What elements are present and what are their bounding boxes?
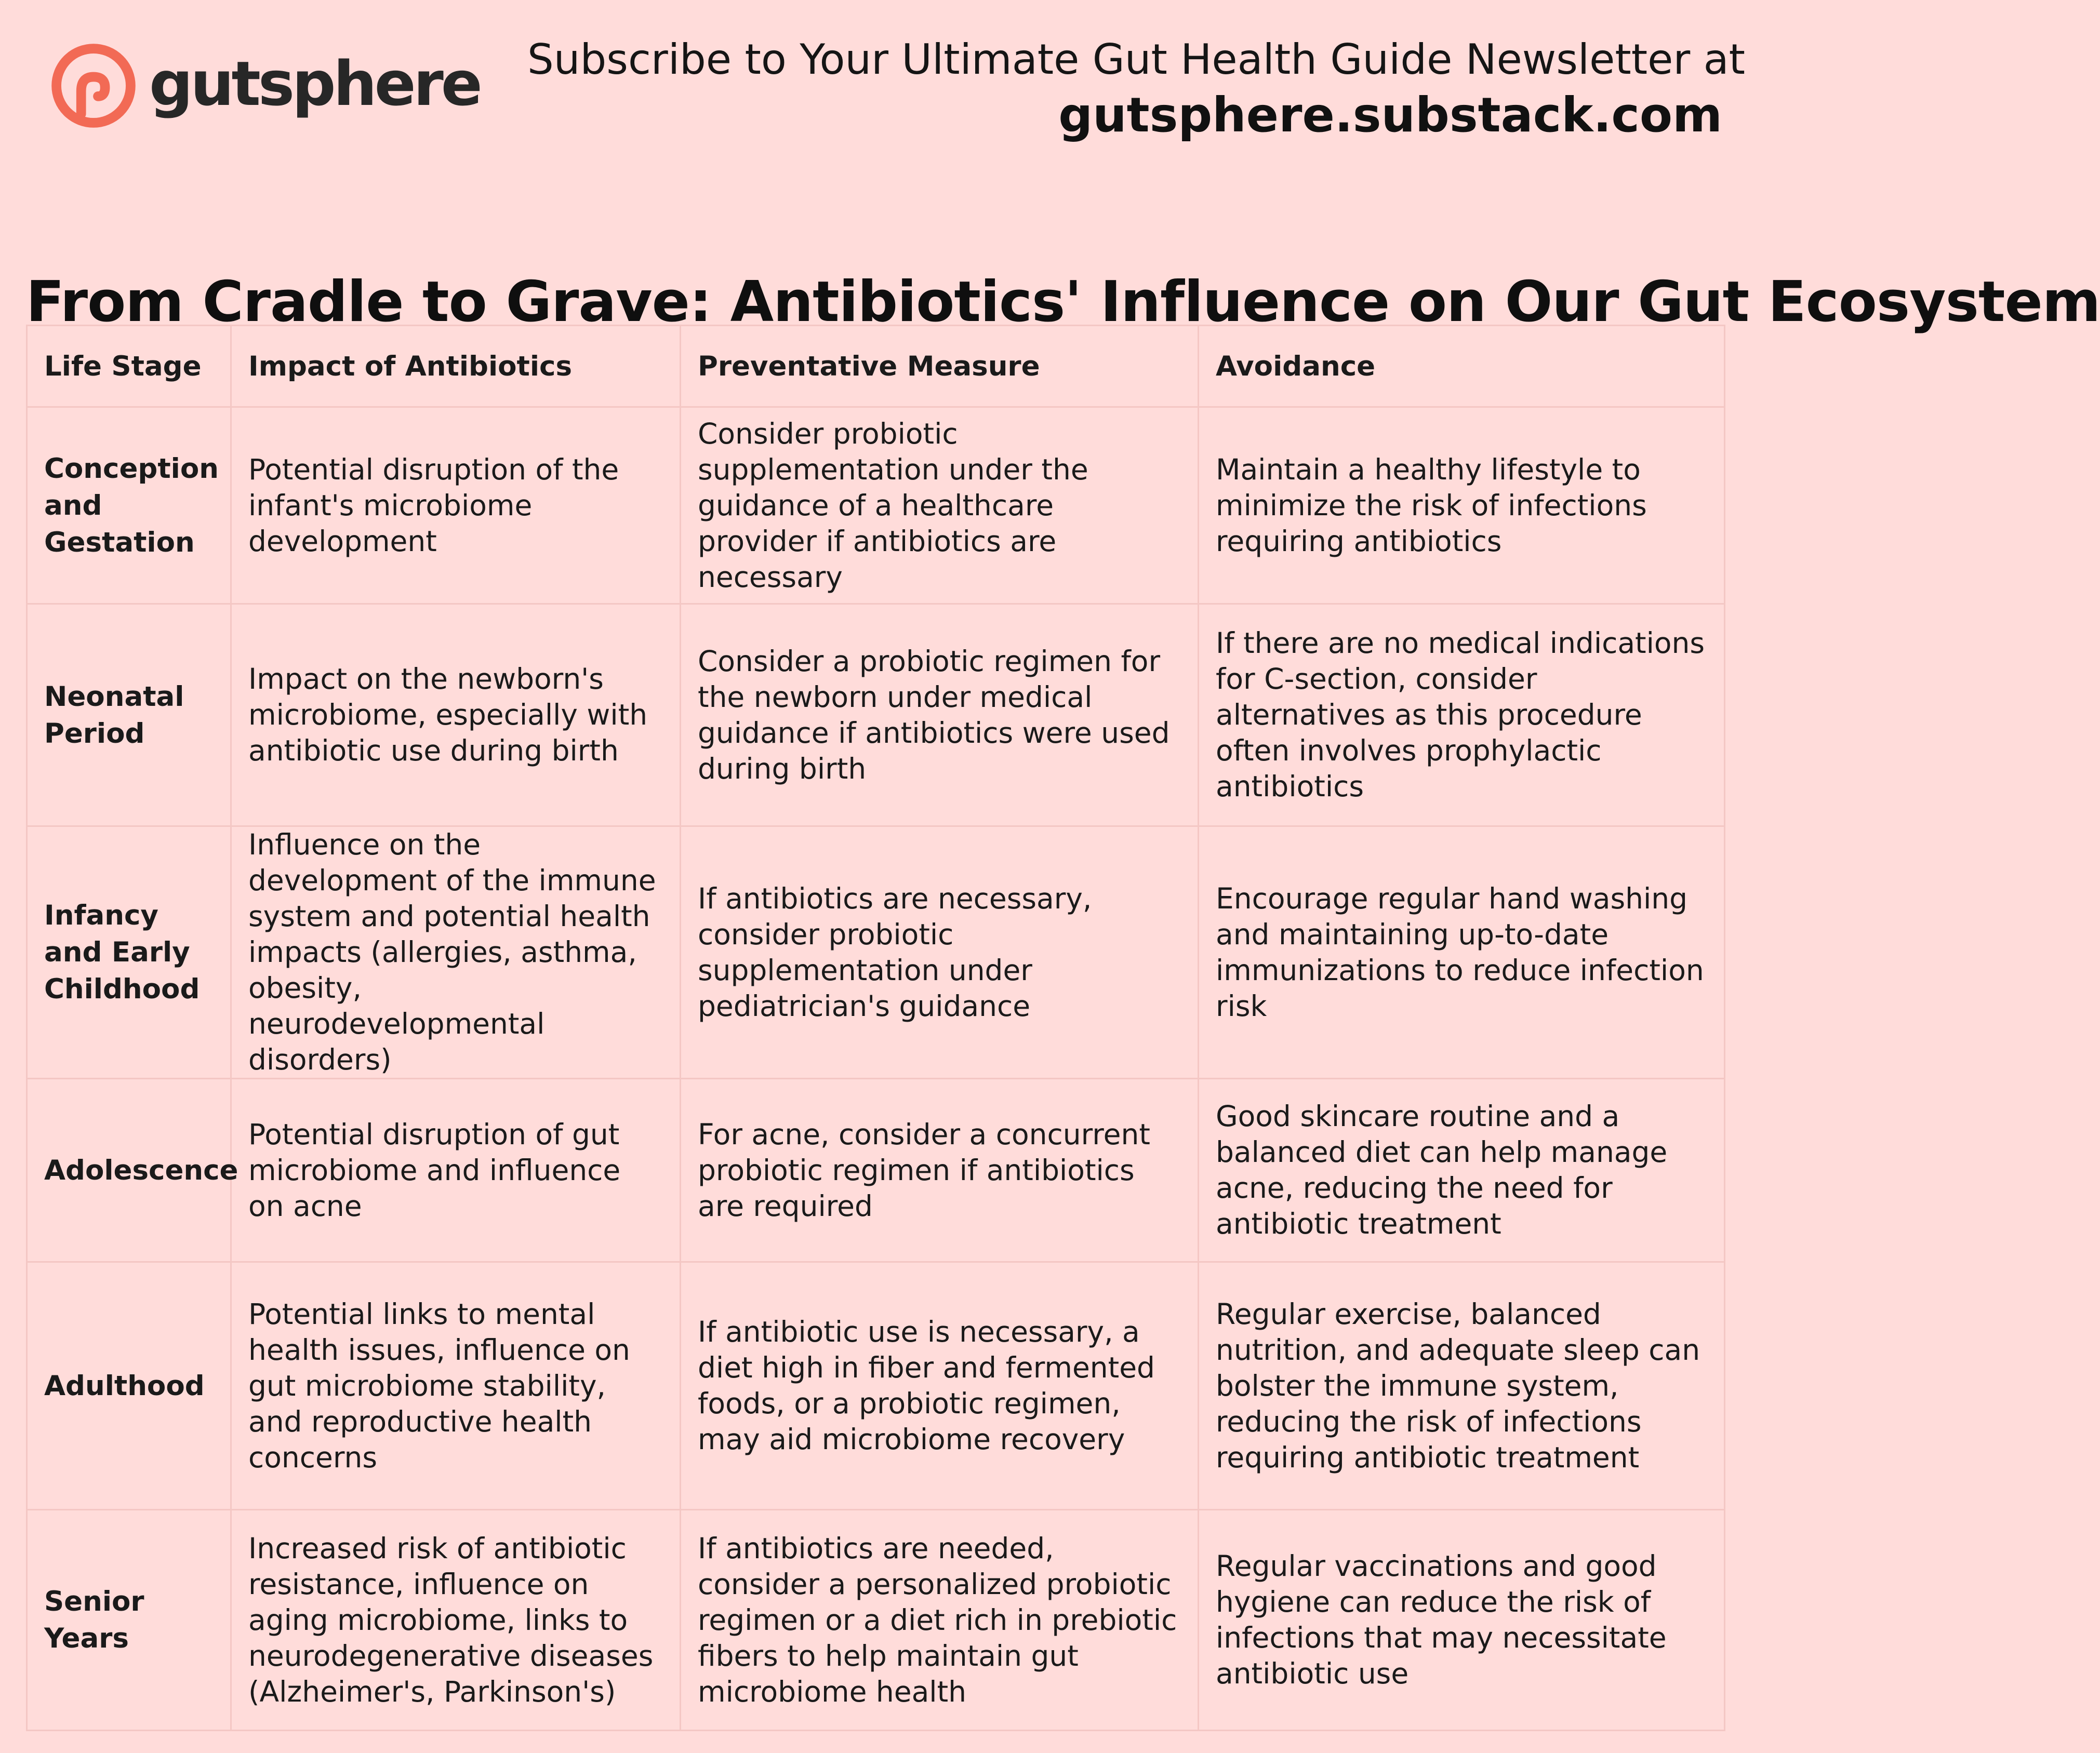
table-row [27,1262,1725,1510]
impact-cell: Influence on the development of the immune system and potential health impacts (allergies, asthma, obesity, neurodevelopmental disorders) [231,826,681,1079]
measure-cell: For acne, consider a concurrent probiotic regimen if antibiotics are required [681,1079,1199,1262]
avoidance-cell: Maintain a healthy lifestyle to minimize the risk of infections requiring antibiotics [1199,407,1725,604]
life-stage-cell: Adolescence [27,1079,231,1262]
measure-cell: Consider probiotic supplementation under the guidance of a healthcare provider if antibiotics are necessary [681,407,1199,604]
avoidance-cell: Encourage regular hand washing and maintaining up-to-date immunizations to reduce infection risk [1199,826,1725,1079]
life-stage-cell: Infancy and Early Childhood [27,826,231,1079]
measure-cell: Consider a probiotic regimen for the newborn under medical guidance if antibiotics were used during birth [681,604,1199,826]
column-header-life-stage: Life Stage [27,326,231,407]
life-stage-cell: Neonatal Period [27,604,231,826]
avoidance-cell: Regular vaccinations and good hygiene can reduce the risk of infections that may necessitate antibiotic use [1199,1510,1725,1731]
life-stage-cell: Conception and Gestation [27,407,231,604]
column-header-preventative-measure: Preventative Measure [681,326,1199,407]
avoidance-cell: Good skincare routine and a balanced diet can help manage acne, reducing the need for antibiotic treatment [1199,1079,1725,1262]
subscribe-callout [527,32,1746,144]
brand-logo[interactable] [49,39,480,132]
page-title: From Cradle to Grave: Antibiotics' Influence on Our Gut Ecosystem [26,270,2100,335]
table-row [27,604,1725,826]
impact-cell: Impact on the newborn's microbiome, especially with antibiotic use during birth [231,604,681,826]
life-stage-cell: Senior Years [27,1510,231,1731]
column-header-impact: Impact of Antibiotics [231,326,681,407]
impact-cell: Increased risk of antibiotic resistance, influence on aging microbiome, links to neurodegenerative diseases (Alzheimer's, Parkinson's) [231,1510,681,1731]
avoidance-cell: If there are no medical indications for C-section, consider alternatives as this procedure often involves prophylactic antibiotics [1199,604,1725,826]
measure-cell: If antibiotics are needed, consider a personalized probiotic regimen or a diet rich in prebiotic fibers to help maintain gut microbiome health [681,1510,1199,1731]
subscribe-text: Subscribe to Your Ultimate Gut Health Guide Newsletter at [527,35,1746,84]
table-row [27,407,1725,604]
table-row [27,1079,1725,1262]
header [0,0,1753,171]
impact-cell: Potential disruption of the infant's microbiome development [231,407,681,604]
measure-cell: If antibiotic use is necessary, a diet high in fiber and fermented foods, or a probiotic regimen, may aid microbiome recovery [681,1262,1199,1510]
impact-cell: Potential links to mental health issues, influence on gut microbiome stability, and reproductive health concerns [231,1262,681,1510]
impact-cell: Potential disruption of gut microbiome and influence on acne [231,1079,681,1262]
brand-name: gutsphere [149,48,480,119]
table-row [27,826,1725,1079]
table-row [27,1510,1725,1731]
gut-intestine-icon [49,42,138,130]
measure-cell: If antibiotics are necessary, consider probiotic supplementation under pediatrician's guidance [681,826,1199,1079]
antibiotics-table [26,325,1725,1731]
life-stage-cell: Adulthood [27,1262,231,1510]
subscribe-link[interactable]: gutsphere.substack.com [1058,87,1722,143]
table-header-row [27,326,1725,407]
avoidance-cell: Regular exercise, balanced nutrition, and adequate sleep can bolster the immune system, reducing the risk of infections requiring antibiotic treatment [1199,1262,1725,1510]
column-header-avoidance: Avoidance [1199,326,1725,407]
